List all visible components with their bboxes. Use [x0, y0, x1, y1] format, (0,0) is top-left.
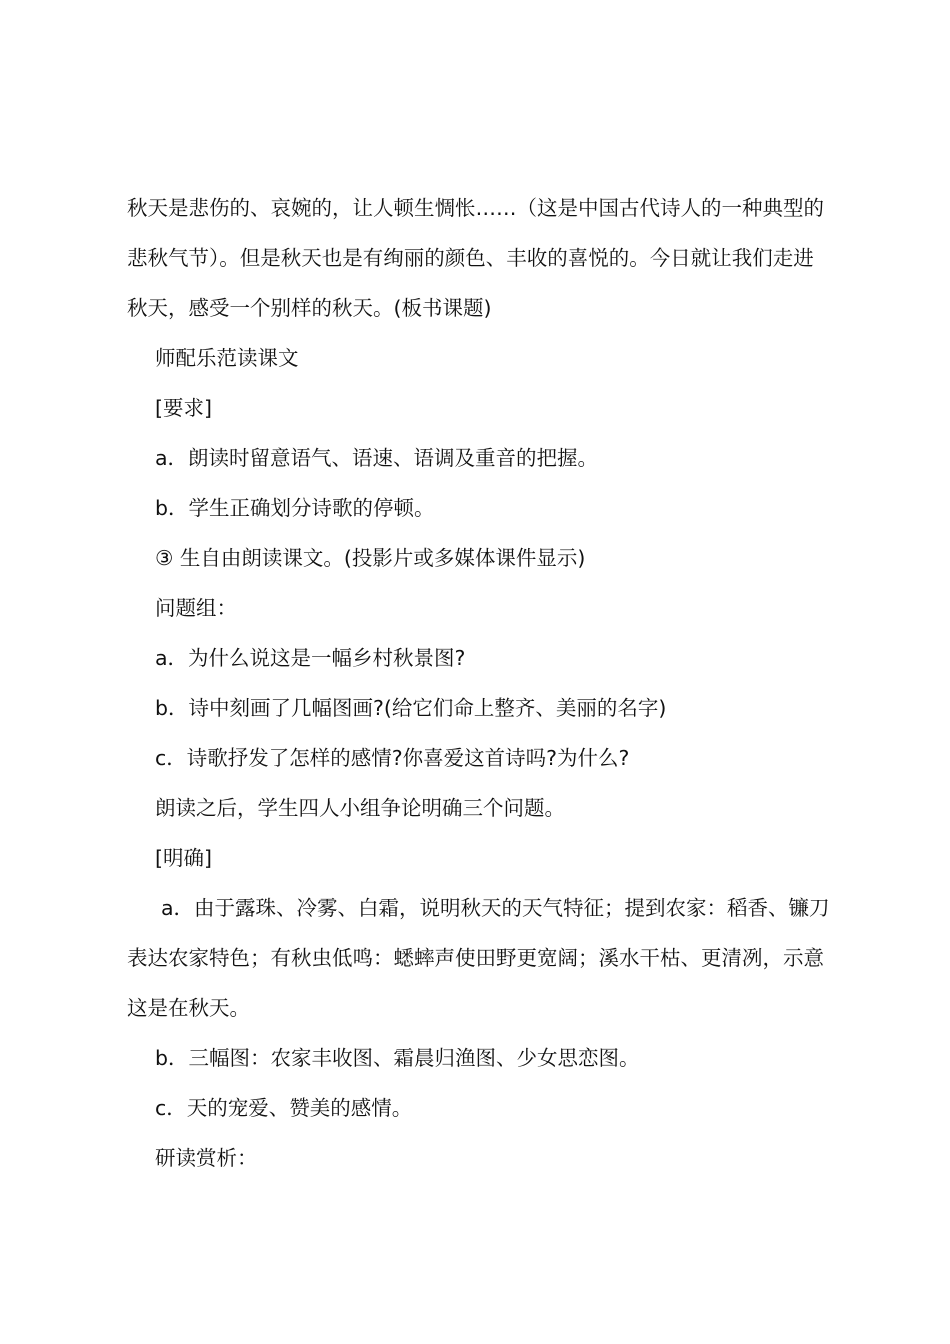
answers-heading: [明确]	[155, 846, 212, 870]
study-analysis-heading: 研读赏析：	[155, 1146, 258, 1170]
document-body	[127, 183, 833, 1183]
teacher-reading-line: 师配乐范读课文	[155, 346, 299, 370]
question-b: b．诗中刻画了几幅图画?(给它们命上整齐、美丽的名字)	[155, 696, 667, 720]
discussion-line: 朗读之后，学生四人小组争论明确三个问题。	[155, 796, 565, 820]
requirement-b: b．学生正确划分诗歌的停顿。	[155, 496, 435, 520]
question-a: a．为什么说这是一幅乡村秋景图?	[155, 646, 466, 670]
requirements-heading: [要求]	[155, 396, 212, 420]
intro-paragraph: 秋天是悲伤的、哀婉的，让人顿生惆怅……（这是中国古代诗人的一种典型的悲秋气节）。但是秋天也是有绚丽的颜色、丰收的喜悦的。今日就让我们走进秋天，感受一个别样的秋天。(板书课题)	[127, 196, 824, 320]
answer-b: b．三幅图：农家丰收图、霜晨归渔图、少女思恋图。	[155, 1046, 640, 1070]
answer-a: a．由于露珠、冷雾、白霜，说明秋天的天气特征；提到农家：稻香、镰刀表达农家特色；有秋虫低鸣：蟋蟀声使田野更宽阔；溪水干枯、更清冽，示意这是在秋天。	[127, 896, 830, 1020]
requirement-a: a．朗读时留意语气、语速、语调及重音的把握。	[155, 446, 599, 470]
question-c: c．诗歌抒发了怎样的感情?你喜爱这首诗吗?为什么?	[155, 746, 630, 770]
answer-c: c．天的宠爱、赞美的感情。	[155, 1096, 413, 1120]
question-group-heading: 问题组：	[155, 596, 237, 620]
free-reading-line: ③ 生自由朗读课文。(投影片或多媒体课件显示)	[155, 546, 586, 570]
